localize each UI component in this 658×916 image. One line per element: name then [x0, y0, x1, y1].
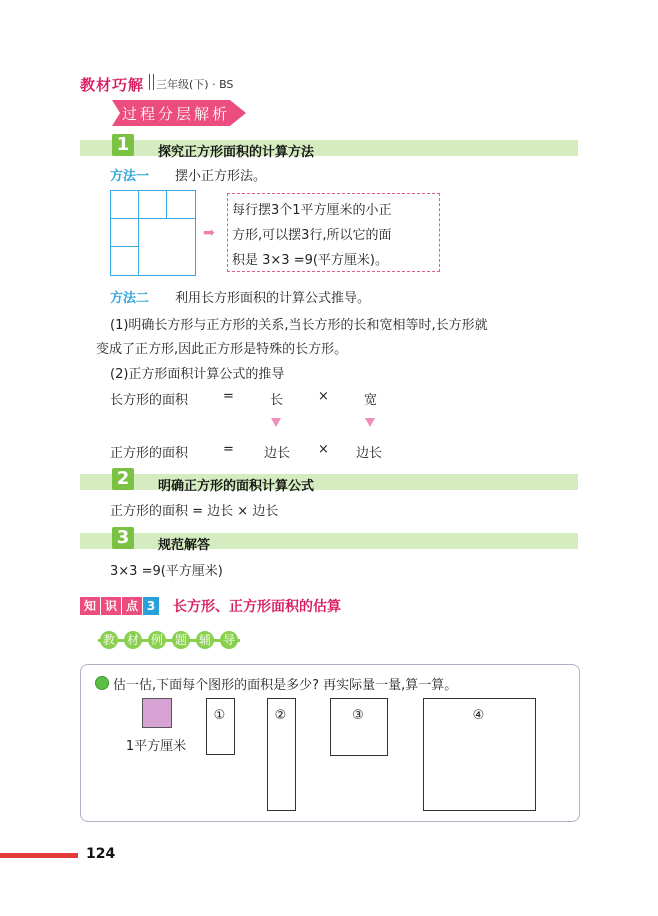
step3-number: 3: [112, 527, 134, 549]
grid-line: [138, 191, 139, 219]
step2-bar: [80, 474, 578, 490]
width-label: 宽: [364, 393, 378, 408]
example-banner-line: [98, 639, 240, 642]
kp-tag-number: 3: [143, 597, 159, 615]
example-banner-char: 例: [148, 631, 166, 649]
length-label: 长: [270, 393, 284, 408]
example-question: 估一估,下面每个图形的面积是多少? 再实际量一量,算一算。: [113, 678, 458, 693]
grid-line: [111, 246, 139, 247]
shape-3-label: ③: [352, 708, 364, 723]
para2: (2)正方形面积计算公式的推导: [110, 367, 285, 382]
step3-bar: [80, 533, 578, 549]
kp-tag-char: 知: [80, 597, 100, 615]
step3-title: 规范解答: [158, 538, 211, 553]
step1-bar: [80, 140, 578, 156]
kp-tag-char: 点: [122, 597, 142, 615]
example-banner-char: 辅: [196, 631, 214, 649]
times-sign: ×: [318, 389, 329, 404]
unit-square: [142, 698, 172, 728]
method1-label: 方法一: [110, 169, 150, 184]
side-length-label: 边长: [264, 446, 291, 461]
example-banner-char: 题: [172, 631, 190, 649]
method2-text: 利用长方形面积的计算公式推导。: [175, 291, 371, 306]
step1-title: 探究正方形面积的计算方法: [158, 145, 315, 160]
bullet-icon: [95, 676, 109, 690]
example-banner-char: 材: [124, 631, 142, 649]
grid-line: [111, 218, 195, 219]
section-banner-title: 过程分层解析: [122, 105, 231, 123]
knowledge-point-title: 长方形、正方形面积的估算: [173, 599, 341, 615]
grade-label: 三年级(下) · BS: [156, 78, 234, 91]
example-banner-char: 导: [220, 631, 238, 649]
side-length-label: 边长: [356, 446, 383, 461]
method1-text: 摆小正方形法。: [175, 169, 267, 184]
equals-sign: =: [223, 389, 234, 404]
page-number: 124: [86, 846, 116, 862]
equals-sign: =: [223, 442, 234, 457]
grid-line: [166, 191, 167, 219]
explain-line-1: 每行摆3个1平方厘米的小正: [232, 203, 392, 218]
right-arrow-icon: ➡: [203, 225, 215, 241]
method2-label: 方法二: [110, 291, 150, 306]
shape-1: [206, 698, 235, 755]
footer-bar: [0, 853, 78, 858]
square-grid-diagram: [110, 190, 196, 276]
shape-4-label: ④: [472, 708, 485, 723]
step2-number: 2: [112, 468, 134, 490]
square-area-label: 正方形的面积: [110, 446, 189, 461]
para1-line2: 变成了正方形,因此正方形是特殊的长方形。: [96, 342, 348, 357]
explain-line-2: 方形,可以摆3行,所以它的面: [232, 228, 392, 243]
step1-number: 1: [112, 134, 134, 156]
step3-answer: 3×3 =9(平方厘米): [110, 564, 223, 579]
para1-line1: (1)明确长方形与正方形的关系,当长方形的长和宽相等时,长方形就: [110, 318, 488, 333]
rect-area-label: 长方形的面积: [110, 393, 189, 408]
example-banner-char: 教: [100, 631, 118, 649]
times-sign: ×: [318, 442, 329, 457]
step2-title: 明确正方形的面积计算公式: [158, 479, 315, 494]
header-separator: [149, 74, 154, 90]
explain-line-3: 积是 3×3 =9(平方厘米)。: [232, 253, 389, 268]
shape-1-label: ①: [213, 708, 226, 723]
down-arrow-icon: [271, 418, 281, 427]
shape-2-label: ②: [274, 708, 287, 723]
down-arrow-icon: [365, 418, 375, 427]
shape-3: [330, 698, 388, 756]
book-brand: 教材巧解: [80, 76, 145, 94]
step2-formula: 正方形的面积 = 边长 × 边长: [110, 504, 279, 519]
kp-tag-char: 识: [101, 597, 121, 615]
unit-square-label: 1平方厘米: [125, 739, 187, 754]
